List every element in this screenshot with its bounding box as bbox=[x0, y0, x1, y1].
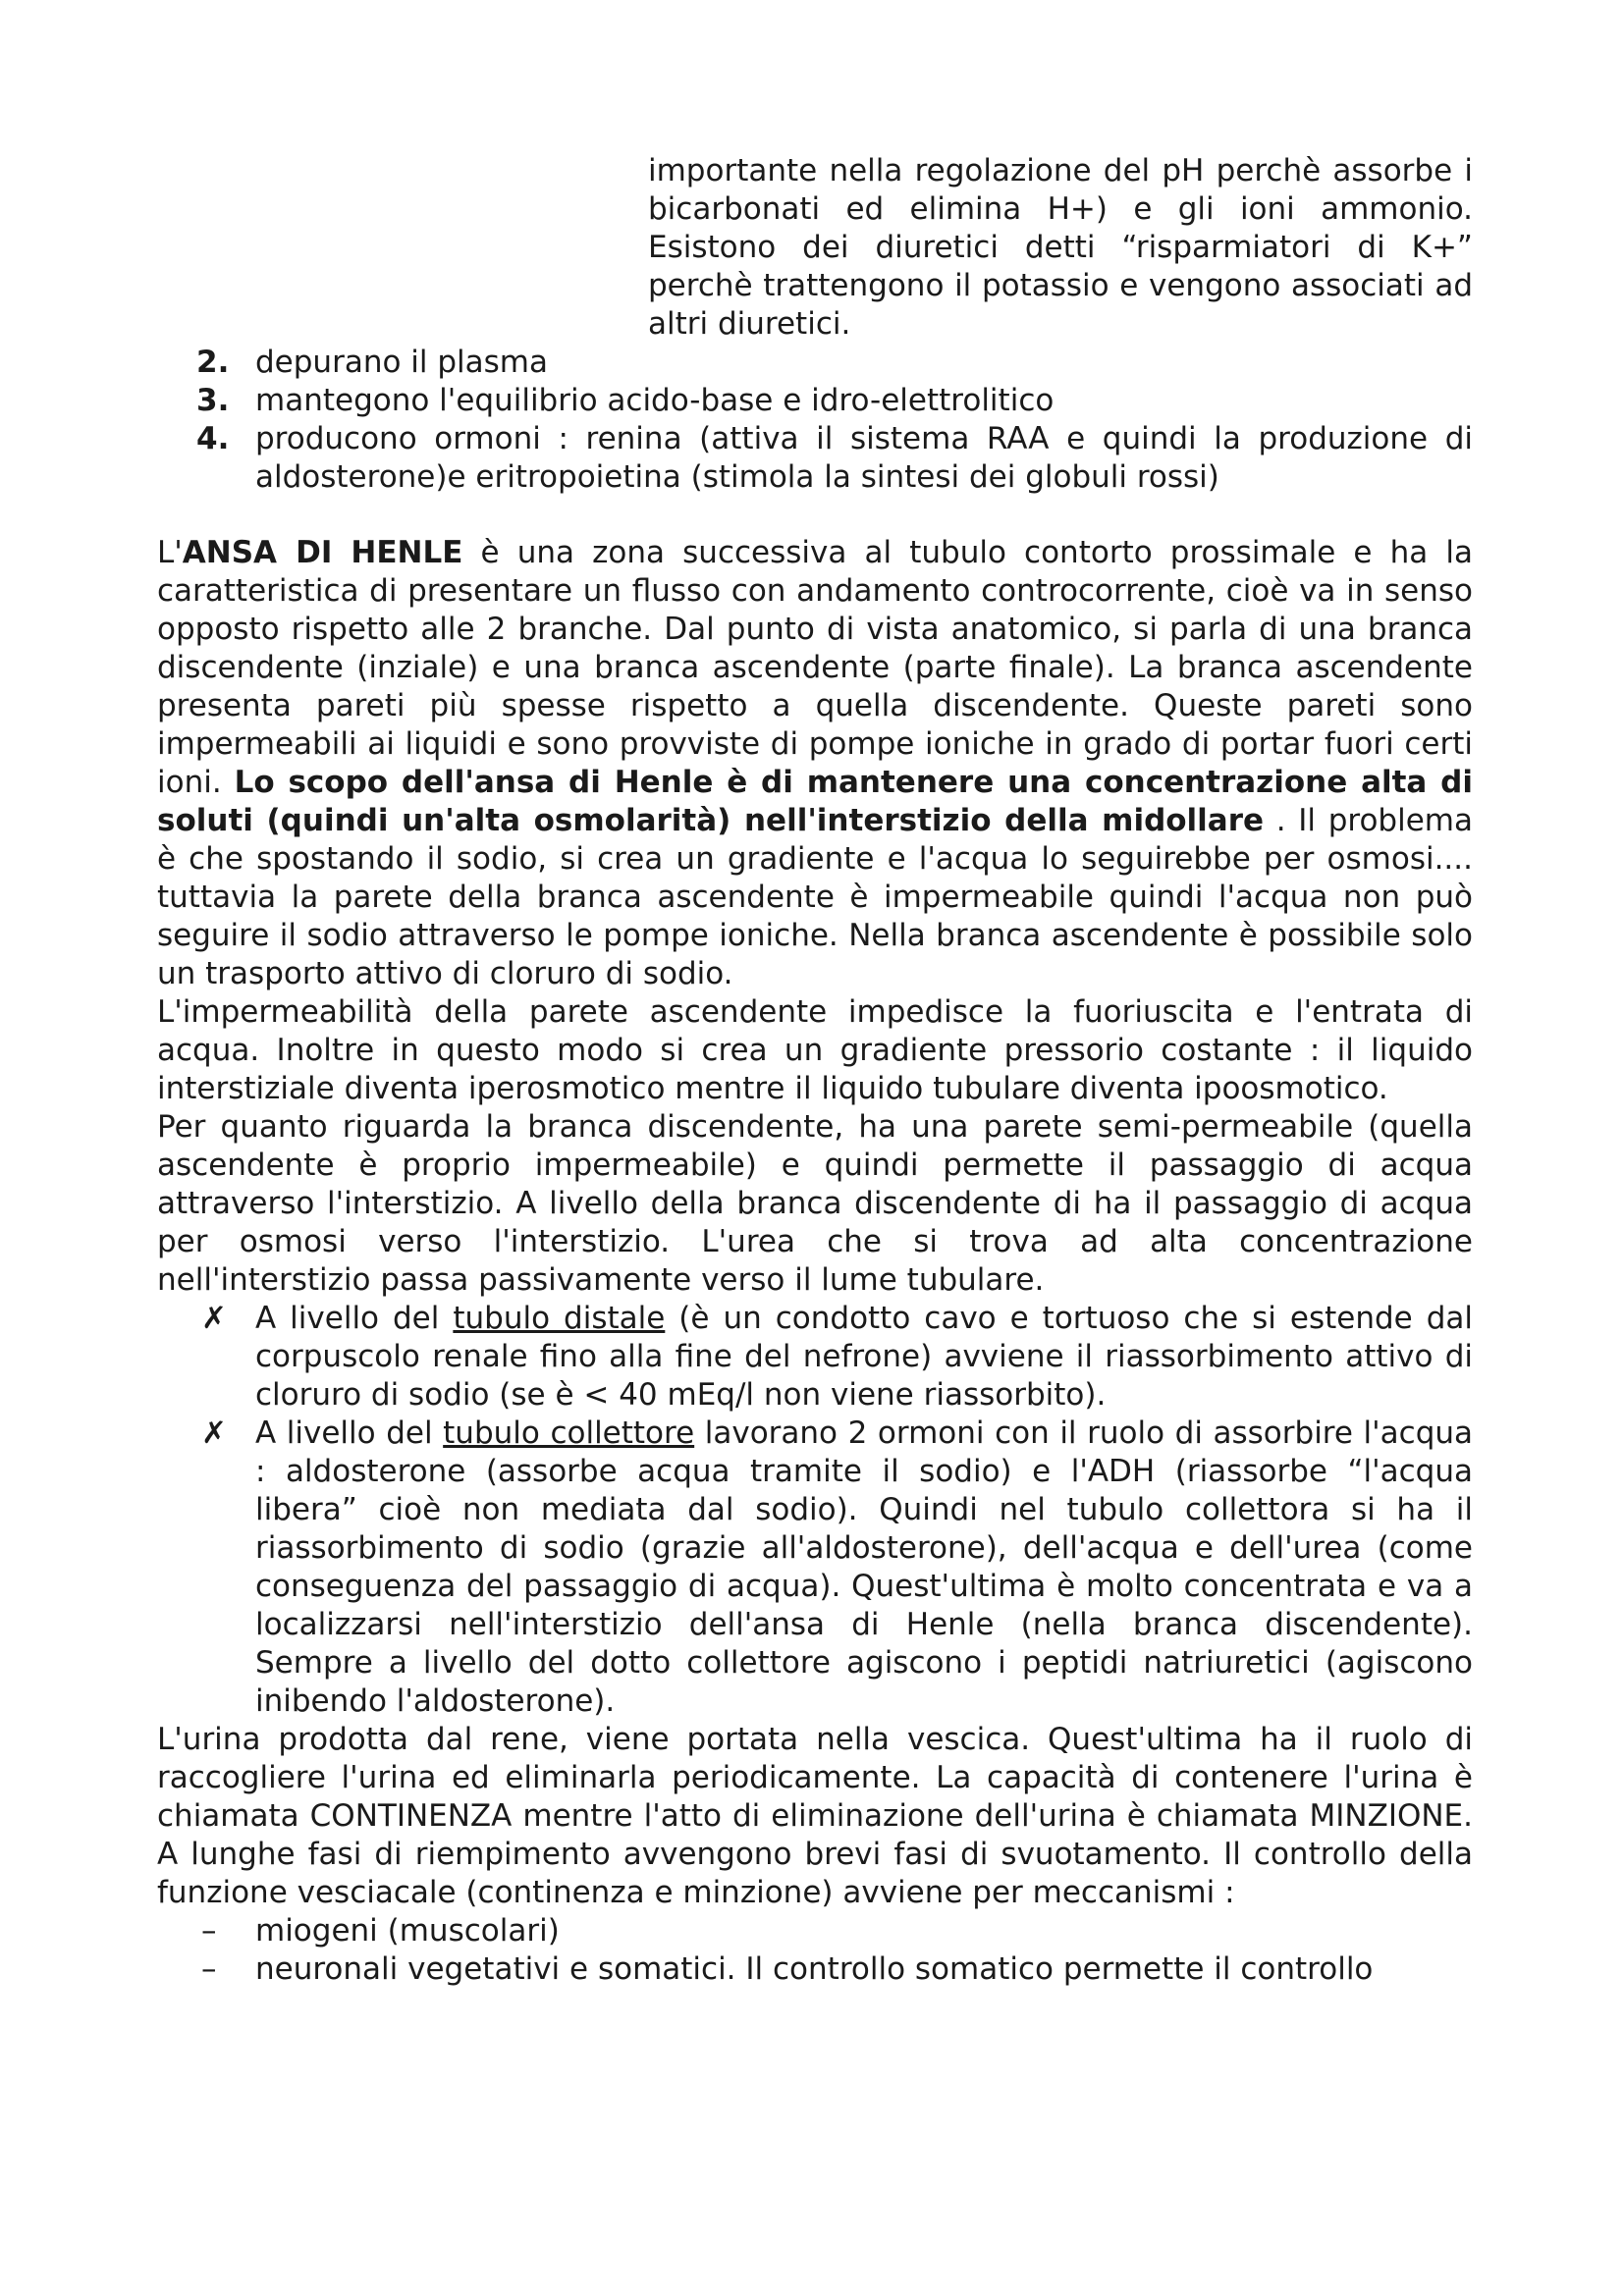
list-item-text: depurano il plasma bbox=[255, 345, 548, 380]
list-item-text: mantegono l'equilibrio acido-base e idro-elettrolitico bbox=[255, 383, 1055, 418]
henle-prefix: L' bbox=[157, 535, 183, 570]
list-item bbox=[157, 1912, 1473, 1950]
list-number: 4. bbox=[196, 421, 230, 456]
list-item-post: lavorano 2 ormoni con il ruolo di assorbire l'acqua : aldosterone (assorbe acqua tramite il sodio) e l'ADH (riassorbe “l'acqua libera” cioè non mediata dal sodio). Quindi nel tubulo collettora si ha il riassorbimento di sodio (grazie all'aldosterone), dell'acqua e dell'urea (come conseguenza del passaggio di acqua). Quest'ultima è molto concentrata e va a localizzarsi nell'interstizio dell'ansa di Henle (nella branca discendente). Sempre a livello del dotto collettore agiscono i peptidi natriuretici (agiscono inibendo l'aldosterone). bbox=[255, 1415, 1474, 1719]
henle-paragraph bbox=[157, 534, 1473, 993]
x-mark-icon: ✗ bbox=[201, 1415, 227, 1451]
discendente-paragraph: Per quanto riguarda la branca discendente, ha una parete semi-permeabile (quella ascendente è proprio impermeabile) e quindi permette il passaggio di acqua attraverso l'interstizio. A livello della branca discendente di ha il passaggio di acqua per osmosi verso l'interstizio. L'urea che si trova ad alta concentrazione nell'interstizio passa passivamente verso il lume tubulare. bbox=[157, 1109, 1473, 1298]
paragraph-spacer bbox=[157, 497, 1473, 534]
x-mark-icon: ✗ bbox=[201, 1301, 227, 1336]
numbered-list bbox=[157, 344, 1473, 497]
list-item-text: producono ormoni : renina (attiva il sistema RAA e quindi la produzione di aldosterone)e eritropoietina (stimola la sintesi dei globuli rossi) bbox=[255, 421, 1473, 495]
impermeabilita-paragraph: L'impermeabilità della parete ascendente impedisce la fuoriuscita e l'entrata di acqua. Inoltre in questo modo si crea un gradiente pressorio costante : il liquido interstiziale diventa iperosmotico mentre il liquido tubulare diventa ipoosmotico. bbox=[157, 994, 1473, 1106]
list-item bbox=[157, 1950, 1473, 1989]
list-number: 3. bbox=[196, 383, 230, 418]
list-item-pre: A livello del bbox=[255, 1415, 444, 1451]
continuation-text: importante nella regolazione del pH perchè assorbe i bicarbonati ed elimina H+) e gli ioni ammonio. Esistono dei diuretici detti “risparmiatori di K+” perchè trattengono il potassio e vengono associati ad altri diuretici. bbox=[648, 153, 1473, 342]
list-item bbox=[157, 1300, 1473, 1415]
continuation-paragraph bbox=[648, 152, 1473, 344]
list-item-text: miogeni (muscolari) bbox=[255, 1913, 560, 1949]
list-item-term: tubulo collettore bbox=[443, 1415, 695, 1451]
list-item-post: (è un condotto cavo e tortuoso che si estende dal corpuscolo renale fino alla fine del nefrone) avviene il riassorbimento attivo di cloruro di sodio (se è < 40 mEq/l non viene riassorbito). bbox=[255, 1301, 1474, 1413]
x-bullet-list bbox=[157, 1300, 1473, 1721]
list-item bbox=[157, 420, 1473, 497]
list-item-pre: A livello del bbox=[255, 1301, 454, 1336]
list-item bbox=[157, 1415, 1473, 1721]
list-item-term: tubulo distale bbox=[453, 1301, 666, 1336]
urina-paragraph: L'urina prodotta dal rene, viene portata nella vescica. Quest'ultima ha il ruolo di raccogliere l'urina ed eliminarla periodicamente. La capacità di contenere l'urina è chiamata CONTINENZA mentre l'atto di eliminazione dell'urina è chiamata MINZIONE. A lunghe fasi di riempimento avvengono brevi fasi di svuotamento. Il controllo della funzione vesciacale (continenza e minzione) avviene per meccanismi : bbox=[157, 1722, 1473, 1910]
henle-bold-statement: Lo scopo dell'ansa di Henle è di mantenere una concentrazione alta di soluti (quindi un'alta osmolarità) nell'interstizio della midollare bbox=[157, 765, 1473, 838]
dash-icon: – bbox=[201, 1951, 217, 1987]
list-item bbox=[157, 382, 1473, 420]
henle-text-2: . Il problema è che spostando il sodio, si crea un gradiente e l'acqua lo seguirebbe per osmosi.... tuttavia la parete della branca ascendente è impermeabile quindi l'acqua non può seguire il sodio attraverso le pompe ioniche. Nella branca ascendente è possibile solo un trasporto attivo di cloruro di sodio. bbox=[157, 803, 1473, 991]
henle-term: ANSA DI HENLE bbox=[182, 535, 463, 570]
dash-icon: – bbox=[201, 1913, 217, 1949]
list-number: 2. bbox=[196, 345, 230, 380]
list-item bbox=[157, 344, 1473, 382]
henle-text-1: è una zona successiva al tubulo contorto prossimale e ha la caratteristica di presentare un flusso con andamento controcorrente, cioè va in senso opposto rispetto alle 2 branche. Dal punto di vista anatomico, si parla di una branca discendente (inziale) e una branca ascendente (parte finale). La branca ascendente presenta pareti più spesse rispetto a quella discendente. Queste pareti sono impermeabili ai liquidi e sono provviste di pompe ioniche in grado di portar fuori certi ioni. bbox=[157, 535, 1473, 800]
main-text-block bbox=[157, 344, 1473, 1989]
dash-list bbox=[157, 1912, 1473, 1989]
list-item-text: neuronali vegetativi e somatici. Il controllo somatico permette il controllo bbox=[255, 1951, 1374, 1987]
